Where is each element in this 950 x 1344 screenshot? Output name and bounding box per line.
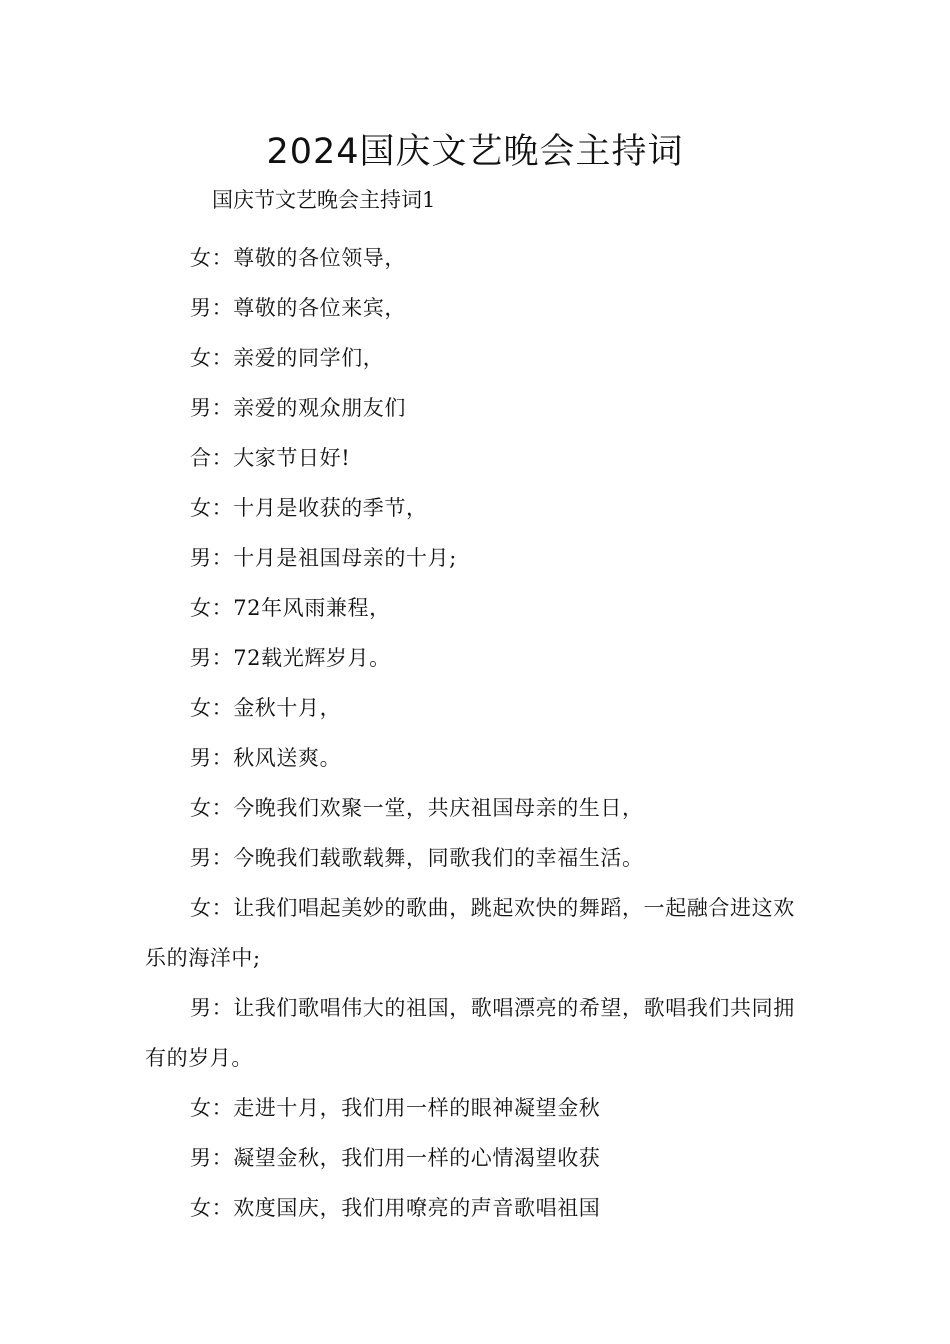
paragraph: 女：让我们唱起美妙的歌曲，跳起欢快的舞蹈，一起融合进这欢乐的海洋中; — [145, 896, 795, 970]
paragraph: 女：亲爱的同学们， — [190, 346, 385, 370]
document-subtitle: 国庆节文艺晚会主持词1 — [212, 188, 436, 212]
paragraph: 男：十月是祖国母亲的十月; — [190, 546, 457, 570]
paragraph: 男：让我们歌唱伟大的祖国，歌唱漂亮的希望，歌唱我们共同拥有的岁月。 — [145, 996, 795, 1070]
paragraph: 女：尊敬的各位领导， — [190, 246, 406, 270]
paragraph: 男：尊敬的各位来宾， — [190, 296, 406, 320]
paragraph: 男：秋风送爽。 — [190, 746, 342, 770]
document-body — [145, 233, 810, 1233]
paragraph: 女：金秋十月， — [190, 696, 342, 720]
paragraph: 女：十月是收获的季节， — [190, 496, 428, 520]
paragraph: 合：大家节日好! — [190, 446, 351, 470]
paragraph: 男：亲爱的观众朋友们 — [190, 396, 406, 420]
paragraph: 女：72年风雨兼程， — [190, 596, 391, 620]
paragraph: 女：今晚我们欢聚一堂，共庆祖国母亲的生日， — [190, 796, 644, 820]
paragraph: 男：今晚我们载歌载舞，同歌我们的幸福生活。 — [190, 846, 644, 870]
paragraph: 男：72载光辉岁月。 — [190, 646, 391, 670]
document-title: 2024国庆文艺晚会主持词 — [266, 132, 684, 172]
paragraph: 女：走进十月，我们用一样的眼神凝望金秋 — [190, 1096, 601, 1120]
paragraph: 女：欢度国庆，我们用嘹亮的声音歌唱祖国 — [190, 1196, 601, 1220]
paragraph: 男：凝望金秋，我们用一样的心情渴望收获 — [190, 1146, 601, 1170]
